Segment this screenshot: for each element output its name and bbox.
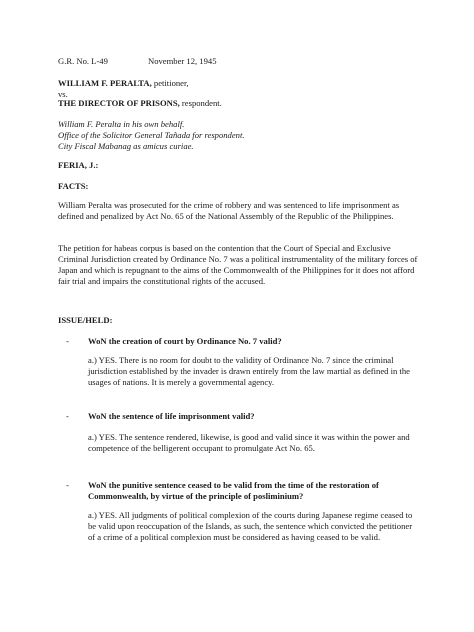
issue-question: WoN the creation of court by Ordinance No. 7 valid? [88, 336, 282, 346]
list-bullet: - [66, 336, 69, 346]
counsel-line: William F. Peralta in his own behalf. [58, 119, 185, 129]
counsel-line: Office of the Solicitor General Tañada for respondent. [58, 130, 245, 140]
case-header [58, 56, 420, 67]
versus: vs. [58, 89, 68, 99]
petitioner-name: WILLIAM F. PERALTA, [58, 78, 152, 88]
petitioner-role: petitioner, [151, 78, 189, 88]
respondent-line [58, 98, 420, 109]
issue-question: WoN the punitive sentence ceased to be valid from the time of the restoration of Commonwealth, by virtue of the principle of posliminium? [88, 480, 379, 501]
counsel-line: City Fiscal Mabanag as amicus curiae. [58, 141, 194, 151]
respondent-role: respondent. [179, 98, 222, 108]
facts-paragraph: The petition for habeas corpus is based on the contention that the Court of Special and Exclusive Criminal Jurisdiction created by Ordinance No. 7 was a political instrumentality of the military forces of Japan and which is repugnant to the aims of the Commonwealth of the Philippines for it does not afford fair trial and impairs the constitutional rights of the accused. [58, 243, 418, 286]
issues-heading: ISSUE/HELD: [58, 315, 113, 325]
issue-answer: a.) YES. All judgments of political complexion of the courts during Japanese regime ceased to be valid upon reoccupation of the Islands, as such, the sentence which convicted the petitioner of a crime of a political complexion must be considered as having ceased to be valid. [88, 510, 413, 542]
ponente: FERIA, J.: [58, 160, 99, 170]
issue-answer: a.) YES. The sentence rendered, likewise, is good and valid since it was within the power and competence of the belligerent occupant to promulgate Act No. 65. [88, 432, 410, 453]
gr-number: G.R. No. L-49 [58, 56, 108, 66]
facts-heading: FACTS: [58, 181, 89, 191]
list-bullet: - [66, 480, 69, 490]
issue-question: WoN the sentence of life imprisonment valid? [88, 411, 255, 421]
respondent-name: THE DIRECTOR OF PRISONS, [58, 98, 180, 108]
facts-paragraph: William Peralta was prosecuted for the crime of robbery and was sentenced to life imprisonment as defined and penalized by Act No. 65 of the National Assembly of the Republic of the Philippines. [58, 200, 400, 221]
petitioner-line [58, 78, 420, 89]
list-bullet: - [66, 411, 69, 421]
issue-answer: a.) YES. There is no room for doubt to the validity of Ordinance No. 7 since the criminal jurisdiction established by the invader is drawn entirely from the law martial as defined in the usages of nations. It is merely a governmental agency. [88, 355, 410, 387]
decision-date: November 12, 1945 [148, 56, 217, 66]
